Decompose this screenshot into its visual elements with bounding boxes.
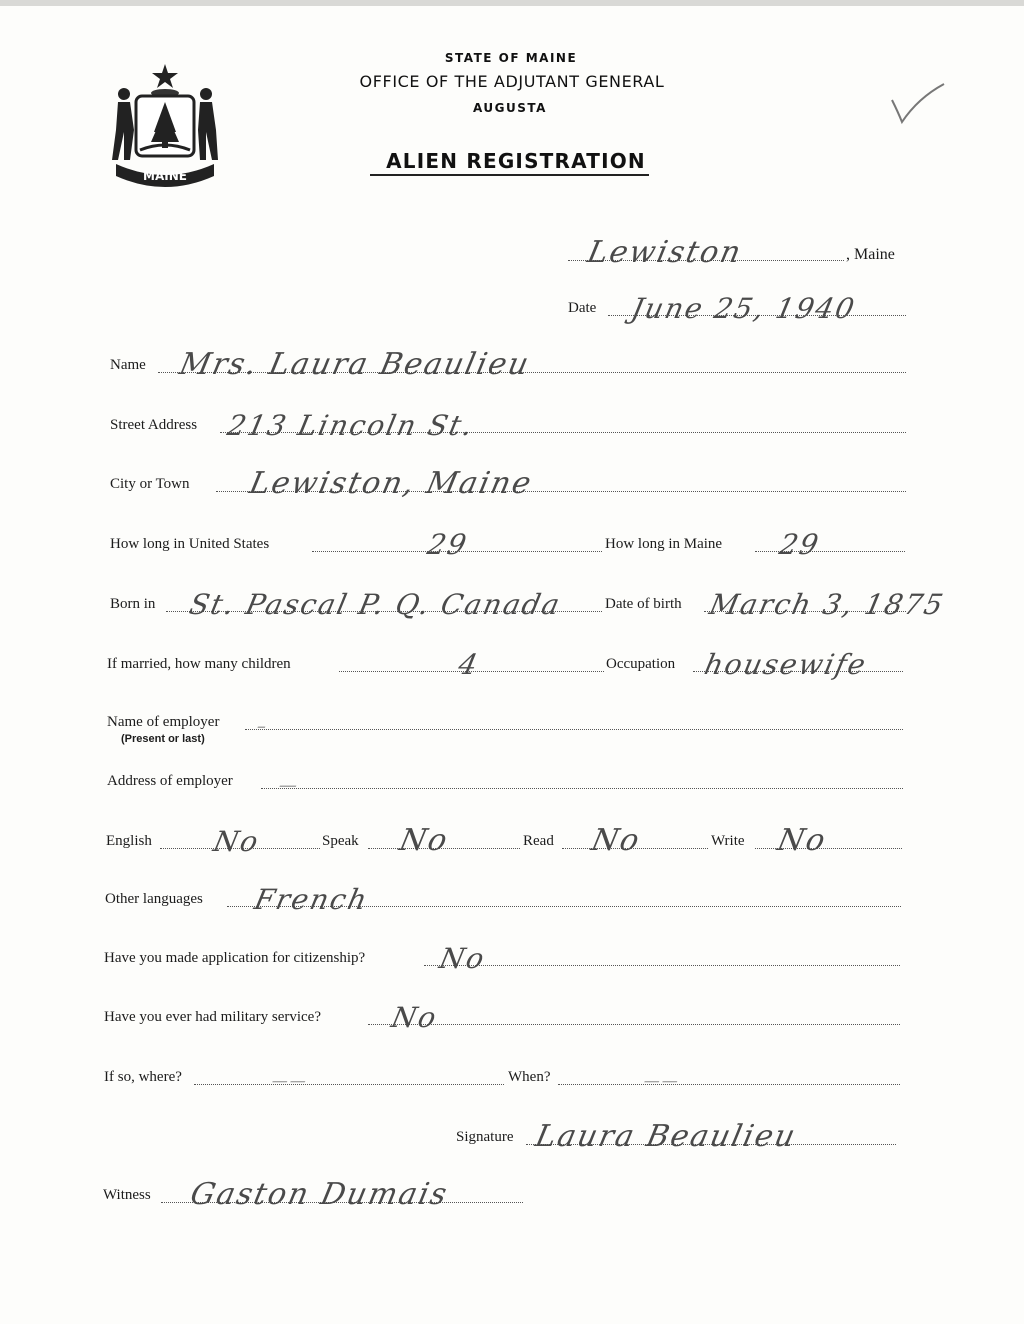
date-value: June 25, 1940: [628, 292, 859, 325]
header-office: OFFICE OF THE ADJUTANT GENERAL: [359, 72, 665, 91]
us-duration-label: How long in United States: [110, 536, 270, 552]
military-field: [104, 1002, 904, 1032]
occupation-label: Occupation: [606, 656, 676, 672]
street-address-value: 213 Lincoln St.: [224, 409, 478, 442]
residence-duration-row: [110, 529, 910, 559]
occupation-value: housewife: [701, 648, 871, 681]
english-label: English: [106, 833, 152, 849]
date-of-birth-value: March 3, 1875: [706, 588, 948, 621]
children-label: If married, how many children: [107, 656, 291, 672]
write-label: Write: [711, 833, 745, 849]
english-row: [106, 823, 906, 858]
when-label: When?: [508, 1069, 551, 1085]
where-label: If so, where?: [104, 1069, 182, 1085]
employer-label: Name of employer: [107, 714, 220, 730]
city-value: Lewiston, Maine: [246, 466, 536, 501]
location-suffix: , Maine: [846, 246, 895, 263]
street-address-label: Street Address: [110, 417, 198, 433]
maine-duration-value: 29: [776, 528, 824, 561]
location-field: [560, 235, 920, 270]
title-underline: [370, 174, 649, 176]
other-languages-value: French: [251, 883, 372, 916]
english-value: No: [210, 825, 263, 858]
signature-field: [456, 1119, 902, 1154]
service-where-when-row: If so, where? —— When? ——: [104, 1062, 904, 1092]
speak-value: No: [396, 823, 453, 858]
signature-value: Laura Beaulieu: [532, 1119, 800, 1154]
children-occupation-row: [107, 649, 907, 679]
employer-address-field: Address of employer —: [107, 766, 907, 796]
birth-row: [110, 588, 948, 621]
signature-label: Signature: [456, 1129, 514, 1145]
born-in-label: Born in: [110, 596, 156, 612]
citizenship-label: Have you made application for citizenship?: [104, 950, 366, 966]
citizenship-value: No: [436, 942, 489, 975]
speak-label: Speak: [322, 833, 359, 849]
date-field: [568, 293, 910, 323]
born-in-value: St. Pascal P. Q. Canada: [186, 588, 565, 621]
read-label: Read: [523, 833, 554, 849]
read-value: No: [588, 823, 645, 858]
children-value: 4: [455, 648, 483, 681]
check-mark-icon: [888, 78, 948, 128]
employer-sublabel: (Present or last): [121, 733, 205, 745]
location-value: Lewiston: [584, 235, 746, 270]
city-field: [110, 466, 910, 501]
name-field: [110, 347, 910, 382]
date-label: Date: [568, 300, 597, 316]
employer-address-label: Address of employer: [107, 773, 233, 789]
header-city: AUGUSTA: [473, 101, 547, 115]
witness-value: Gaston Dumais: [187, 1177, 452, 1212]
witness-field: [103, 1177, 533, 1212]
other-languages-label: Other languages: [105, 891, 203, 907]
witness-label: Witness: [103, 1187, 151, 1203]
citizenship-field: [104, 943, 904, 973]
header-state: STATE OF MAINE: [444, 51, 578, 65]
date-of-birth-label: Date of birth: [605, 596, 682, 612]
maine-duration-label: How long in Maine: [605, 536, 723, 552]
street-address-field: [110, 410, 910, 440]
name-label: Name: [110, 357, 146, 373]
name-value: Mrs. Laura Beaulieu: [176, 347, 534, 382]
write-value: No: [774, 823, 831, 858]
us-duration-value: 29: [424, 528, 472, 561]
military-value: No: [388, 1001, 441, 1034]
military-label: Have you ever had military service?: [104, 1009, 321, 1025]
other-languages-field: [105, 884, 905, 914]
employer-field: Name of employer –: [107, 707, 907, 737]
svg-text:MAINE: MAINE: [143, 169, 187, 183]
page-title: ALIEN REGISTRATION: [386, 149, 646, 173]
city-label: City or Town: [110, 476, 190, 492]
